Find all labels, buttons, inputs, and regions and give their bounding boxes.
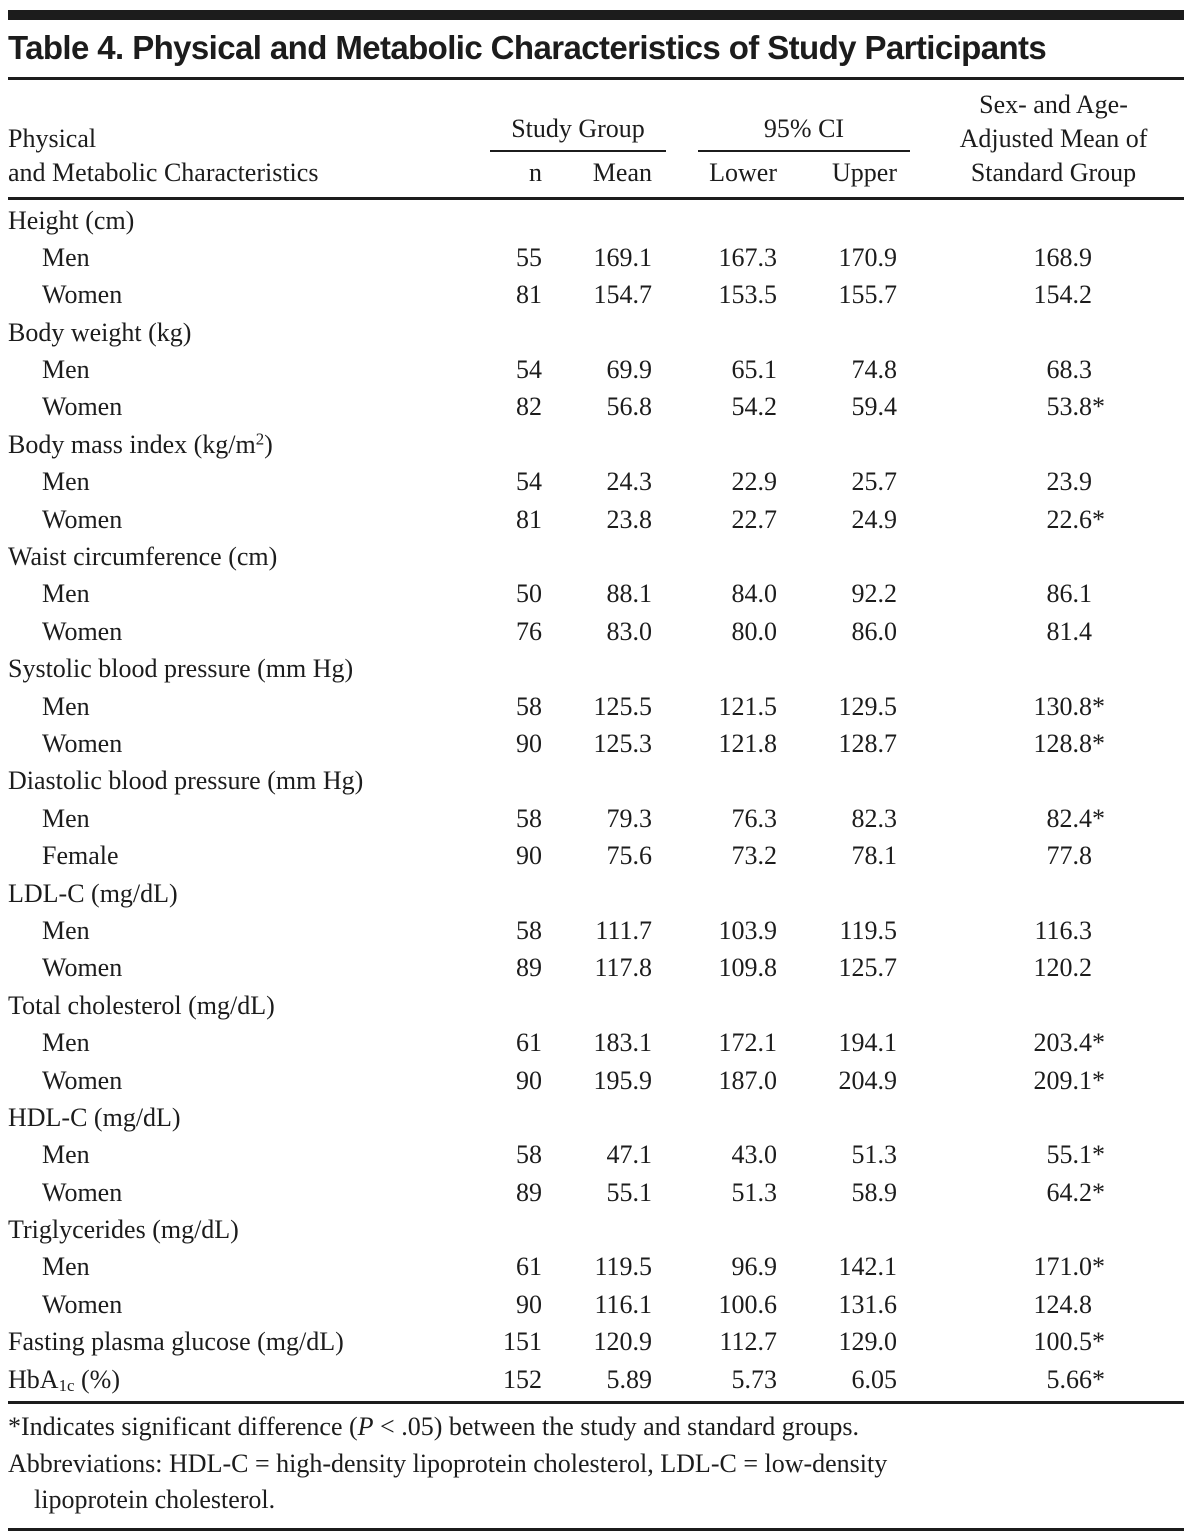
- significance-asterisk: *: [1092, 1140, 1105, 1170]
- standard-group-value: 77.8: [1046, 841, 1092, 871]
- table-title: Table 4. Physical and Metabolic Characteristics of Study Participants: [8, 29, 1047, 66]
- row-label: Men: [42, 355, 90, 385]
- row-label: Men: [42, 1140, 90, 1170]
- standard-group-value: 5.66: [1046, 1364, 1092, 1394]
- significance-asterisk: *: [1092, 1252, 1105, 1282]
- cell-standard-group-mean: [905, 837, 1184, 874]
- row-label: Women: [42, 953, 123, 983]
- section-row: [8, 762, 1184, 799]
- cell-upper: 129.5: [838, 691, 897, 721]
- section-row: [8, 314, 1184, 351]
- row-label: Women: [42, 729, 123, 758]
- row-label: Men: [42, 803, 90, 833]
- row-label: Women: [42, 392, 123, 422]
- cell-upper: 82.3: [851, 803, 897, 833]
- cell-mean: 169.1: [593, 242, 652, 272]
- cell-mean: 117.8: [594, 953, 652, 983]
- cell-mean: 23.8: [606, 504, 652, 534]
- cell-standard-group-mean: [905, 1286, 1184, 1323]
- cell-mean: 79.3: [606, 803, 652, 833]
- cell-lower: 153.5: [718, 280, 777, 310]
- standard-group-value: 53.8: [1046, 392, 1092, 422]
- row-label: Women: [42, 1289, 123, 1319]
- cell-upper: 119.5: [839, 915, 897, 945]
- data-row: [8, 388, 1184, 425]
- significance-asterisk: *: [1092, 1065, 1105, 1095]
- standard-group-value: 209.1: [1033, 1065, 1092, 1095]
- cell-n: 90: [516, 1065, 542, 1095]
- study-group-spanner: Study Group: [490, 112, 666, 152]
- cell-standard-group-mean: [905, 949, 1184, 986]
- data-row: [8, 575, 1184, 612]
- data-row: [8, 1361, 1184, 1398]
- cell-lower: 100.6: [718, 1289, 777, 1319]
- cell-n: 90: [516, 729, 542, 758]
- cell-standard-group-mean: [905, 575, 1184, 612]
- row-label: Women: [42, 280, 123, 310]
- cell-standard-group-mean: [905, 1248, 1184, 1285]
- data-row: [8, 837, 1184, 874]
- cell-lower: 121.5: [718, 691, 777, 721]
- cell-n: 81: [516, 280, 542, 310]
- row-label: Body weight (kg): [8, 317, 192, 347]
- significance-asterisk: *: [1092, 392, 1105, 422]
- row-label: HDL-C (mg/dL): [8, 1102, 181, 1132]
- row-label: Triglycerides (mg/dL): [8, 1215, 239, 1245]
- cell-standard-group-mean: [905, 463, 1184, 500]
- cell-standard-group-mean: [905, 1361, 1184, 1398]
- cell-lower: 51.3: [731, 1177, 777, 1207]
- row-label: Women: [42, 504, 123, 534]
- cell-lower: 22.9: [731, 467, 777, 497]
- data-row: [8, 351, 1184, 388]
- standard-group-value: 203.4: [1033, 1028, 1092, 1058]
- cell-mean: 195.9: [593, 1065, 652, 1095]
- standard-group-value: 55.1: [1046, 1140, 1092, 1170]
- row-label: LDL-C (mg/dL): [8, 878, 178, 908]
- cell-standard-group-mean: [905, 1323, 1184, 1360]
- standard-group-value: 64.2: [1046, 1177, 1092, 1207]
- cell-mean: 88.1: [606, 579, 652, 609]
- top-rule-bar: [8, 10, 1184, 20]
- standard-group-value: 130.8: [1033, 691, 1092, 721]
- cell-upper: 170.9: [838, 242, 897, 272]
- footnote-line: Abbreviations: HDL-C = high-density lipoprotein cholesterol, LDL-C = low-density: [8, 1448, 888, 1478]
- cell-lower: 109.8: [718, 953, 777, 983]
- cell-n: 58: [516, 803, 542, 833]
- row-label: Men: [42, 579, 90, 609]
- section-row: [8, 1099, 1184, 1136]
- cell-standard-group-mean: [905, 276, 1184, 313]
- section-row: [8, 202, 1184, 239]
- data-row: [8, 1062, 1184, 1099]
- cell-lower: 22.7: [731, 504, 777, 534]
- standard-group-value: 168.9: [1033, 242, 1092, 272]
- data-row: [8, 912, 1184, 949]
- cell-mean: 5.89: [606, 1364, 652, 1394]
- row-label: Men: [42, 242, 90, 272]
- row-label: Women: [42, 1065, 123, 1095]
- cell-standard-group-mean: [905, 1174, 1184, 1211]
- standard-group-value: 81.4: [1046, 616, 1092, 646]
- standard-group-value: 116.3: [1034, 915, 1092, 945]
- cell-upper: 24.9: [851, 504, 897, 534]
- cell-mean: 119.5: [594, 1252, 652, 1282]
- data-row: [8, 239, 1184, 276]
- cell-n: 58: [516, 691, 542, 721]
- cell-upper: 78.1: [851, 841, 897, 871]
- significance-asterisk: *: [1092, 1364, 1105, 1394]
- cell-mean: 120.9: [593, 1327, 652, 1357]
- cell-n: 151: [503, 1327, 542, 1357]
- data-row: [8, 1248, 1184, 1285]
- cell-upper: 74.8: [851, 355, 897, 385]
- standard-group-header-line3: Standard Group: [970, 157, 1137, 187]
- cell-n: 61: [516, 1028, 542, 1058]
- cell-n: 89: [516, 1177, 542, 1207]
- cell-n: 81: [516, 504, 542, 534]
- section-row: [8, 538, 1184, 575]
- standard-group-value: 120.2: [1033, 953, 1092, 983]
- ci-spanner: 95% CI: [698, 112, 910, 152]
- cell-standard-group-mean: [905, 1024, 1184, 1061]
- cell-lower: 167.3: [718, 242, 777, 272]
- standard-group-value: 86.1: [1046, 579, 1092, 609]
- row-label: Fasting plasma glucose (mg/dL): [8, 1327, 344, 1357]
- cell-n: 54: [516, 467, 542, 497]
- cell-mean: 56.8: [606, 392, 652, 422]
- cell-lower: 43.0: [731, 1140, 777, 1170]
- cell-standard-group-mean: [905, 388, 1184, 425]
- col-header-mean: Mean: [592, 157, 652, 187]
- row-label: Women: [42, 616, 123, 646]
- standard-group-value: 171.0: [1033, 1252, 1092, 1282]
- study-group-subheaders: [468, 156, 660, 190]
- cell-n: 50: [516, 579, 542, 609]
- cell-mean: 83.0: [606, 616, 652, 646]
- standard-group-value: 100.5: [1033, 1327, 1092, 1357]
- cell-upper: 6.05: [851, 1364, 897, 1394]
- section-row: [8, 1211, 1184, 1248]
- cell-upper: 86.0: [851, 616, 897, 646]
- row-label: HbA$_{1c}$ (%): [8, 1364, 120, 1395]
- data-row: [8, 276, 1184, 313]
- section-row: [8, 650, 1184, 687]
- standard-group-value: 128.8: [1033, 729, 1092, 758]
- data-row: [8, 725, 1184, 762]
- significance-asterisk: *: [1092, 504, 1105, 534]
- cell-lower: 103.9: [718, 915, 777, 945]
- cell-upper: 92.2: [851, 579, 897, 609]
- row-label: Systolic blood pressure (mm Hg): [8, 654, 354, 684]
- table-footnotes: [8, 1404, 1184, 1519]
- cell-n: 76: [516, 616, 542, 646]
- cell-standard-group-mean: [905, 239, 1184, 276]
- table-header: [8, 80, 1184, 200]
- col-header-upper: Upper: [832, 157, 897, 187]
- data-row: [8, 800, 1184, 837]
- cell-standard-group-mean: [905, 613, 1184, 650]
- cell-n: 90: [516, 1289, 542, 1319]
- standard-group-header-line1: Sex- and Age-: [979, 89, 1128, 119]
- data-row: [8, 949, 1184, 986]
- cell-n: 58: [516, 915, 542, 945]
- row-label: Body mass index $(kg/m^2)$: [8, 429, 273, 459]
- cell-mean: 111.7: [595, 915, 652, 945]
- cell-n: 54: [516, 355, 542, 385]
- cell-n: 58: [516, 1140, 542, 1170]
- cell-lower: 84.0: [731, 579, 777, 609]
- data-row: [8, 613, 1184, 650]
- standard-group-value: 68.3: [1046, 355, 1092, 385]
- study-group-header: [468, 112, 660, 190]
- ci-header: [660, 112, 905, 190]
- cell-mean: 125.3: [593, 729, 652, 758]
- cell-standard-group-mean: [905, 800, 1184, 837]
- row-label: Waist circumference (cm): [8, 542, 278, 572]
- cell-standard-group-mean: [905, 912, 1184, 949]
- footnote-line: lipoprotein cholesterol.: [34, 1485, 276, 1515]
- cell-mean: 183.1: [593, 1028, 652, 1058]
- col-header-n: n: [529, 157, 542, 187]
- standard-group-value: 82.4: [1046, 803, 1092, 833]
- row-label: Men: [42, 915, 90, 945]
- significance-asterisk: *: [1092, 803, 1105, 833]
- cell-upper: 142.1: [838, 1252, 897, 1282]
- cell-mean: 125.5: [593, 691, 652, 721]
- cell-upper: 194.1: [838, 1028, 897, 1058]
- cell-mean: 154.7: [593, 280, 652, 310]
- stub-header-line2: and Metabolic Characteristics: [8, 157, 319, 187]
- cell-standard-group-mean: [905, 688, 1184, 725]
- cell-lower: 112.7: [719, 1327, 777, 1357]
- data-row: [8, 1286, 1184, 1323]
- row-label: Female: [42, 841, 119, 871]
- footnote-line: *Indicates significant difference (P < .05) between the study and standard groups.: [8, 1412, 859, 1442]
- cell-standard-group-mean: [905, 1136, 1184, 1173]
- cell-lower: 76.3: [731, 803, 777, 833]
- data-row: [8, 1136, 1184, 1173]
- ci-subheaders: [660, 156, 905, 190]
- cell-n: 55: [516, 242, 542, 272]
- section-row: [8, 875, 1184, 912]
- row-label: Total cholesterol (mg/dL): [8, 990, 275, 1020]
- bottom-rule: [8, 1528, 1184, 1531]
- cell-mean: 75.6: [606, 841, 652, 871]
- col-header-lower: Lower: [709, 157, 777, 187]
- cell-standard-group-mean: [905, 1062, 1184, 1099]
- cell-upper: 51.3: [851, 1140, 897, 1170]
- cell-mean: 24.3: [606, 467, 652, 497]
- cell-mean: 69.9: [606, 355, 652, 385]
- row-label: Height (cm): [8, 205, 135, 235]
- cell-lower: 54.2: [731, 392, 777, 422]
- data-row: [8, 501, 1184, 538]
- standard-group-value: 22.6: [1046, 504, 1092, 534]
- cell-n: 89: [516, 953, 542, 983]
- cell-upper: 129.0: [838, 1327, 897, 1357]
- table-body: [8, 200, 1184, 1405]
- row-label: Women: [42, 1177, 123, 1207]
- cell-lower: 121.8: [718, 729, 777, 758]
- cell-upper: 128.7: [838, 729, 897, 758]
- cell-n: 82: [516, 392, 542, 422]
- cell-upper: 58.9: [851, 1177, 897, 1207]
- standard-group-value: 124.8: [1033, 1289, 1092, 1319]
- cell-n: 90: [516, 841, 542, 871]
- cell-lower: 65.1: [731, 355, 777, 385]
- standard-group-value: 154.2: [1033, 280, 1092, 310]
- data-row: [8, 463, 1184, 500]
- cell-lower: 5.73: [731, 1364, 777, 1394]
- stub-header: [8, 122, 468, 190]
- cell-lower: 73.2: [731, 841, 777, 871]
- cell-n: 61: [516, 1252, 542, 1282]
- data-row: [8, 688, 1184, 725]
- row-label: Diastolic blood pressure (mm Hg): [8, 766, 364, 796]
- cell-lower: 96.9: [731, 1252, 777, 1282]
- cell-upper: 25.7: [851, 467, 897, 497]
- significance-asterisk: *: [1092, 691, 1105, 721]
- cell-upper: 59.4: [851, 392, 897, 422]
- cell-standard-group-mean: [905, 501, 1184, 538]
- data-row: [8, 1323, 1184, 1360]
- cell-upper: 125.7: [838, 953, 897, 983]
- cell-lower: 80.0: [731, 616, 777, 646]
- cell-upper: 204.9: [838, 1065, 897, 1095]
- standard-group-header-line2: Adjusted Mean of: [959, 123, 1148, 153]
- cell-standard-group-mean: [905, 351, 1184, 388]
- data-row: [8, 1024, 1184, 1061]
- significance-asterisk: *: [1092, 1177, 1105, 1207]
- row-label: Men: [42, 467, 90, 497]
- cell-n: 152: [503, 1364, 542, 1394]
- row-label: Men: [42, 1252, 90, 1282]
- cell-upper: 131.6: [838, 1289, 897, 1319]
- cell-lower: 172.1: [718, 1028, 777, 1058]
- standard-group-value: 23.9: [1046, 467, 1092, 497]
- cell-mean: 116.1: [594, 1289, 652, 1319]
- significance-asterisk: *: [1092, 1028, 1105, 1058]
- cell-upper: 155.7: [838, 280, 897, 310]
- cell-mean: 47.1: [606, 1140, 652, 1170]
- section-row: [8, 426, 1184, 463]
- standard-group-header: [905, 88, 1184, 190]
- cell-mean: 55.1: [606, 1177, 652, 1207]
- cell-lower: 187.0: [718, 1065, 777, 1095]
- section-row: [8, 987, 1184, 1024]
- row-label: Men: [42, 691, 90, 721]
- significance-asterisk: *: [1092, 729, 1105, 758]
- significance-asterisk: *: [1092, 1327, 1105, 1357]
- data-row: [8, 1174, 1184, 1211]
- stub-header-line1: Physical: [8, 123, 97, 153]
- row-label: Men: [42, 1028, 90, 1058]
- cell-standard-group-mean: [905, 725, 1184, 762]
